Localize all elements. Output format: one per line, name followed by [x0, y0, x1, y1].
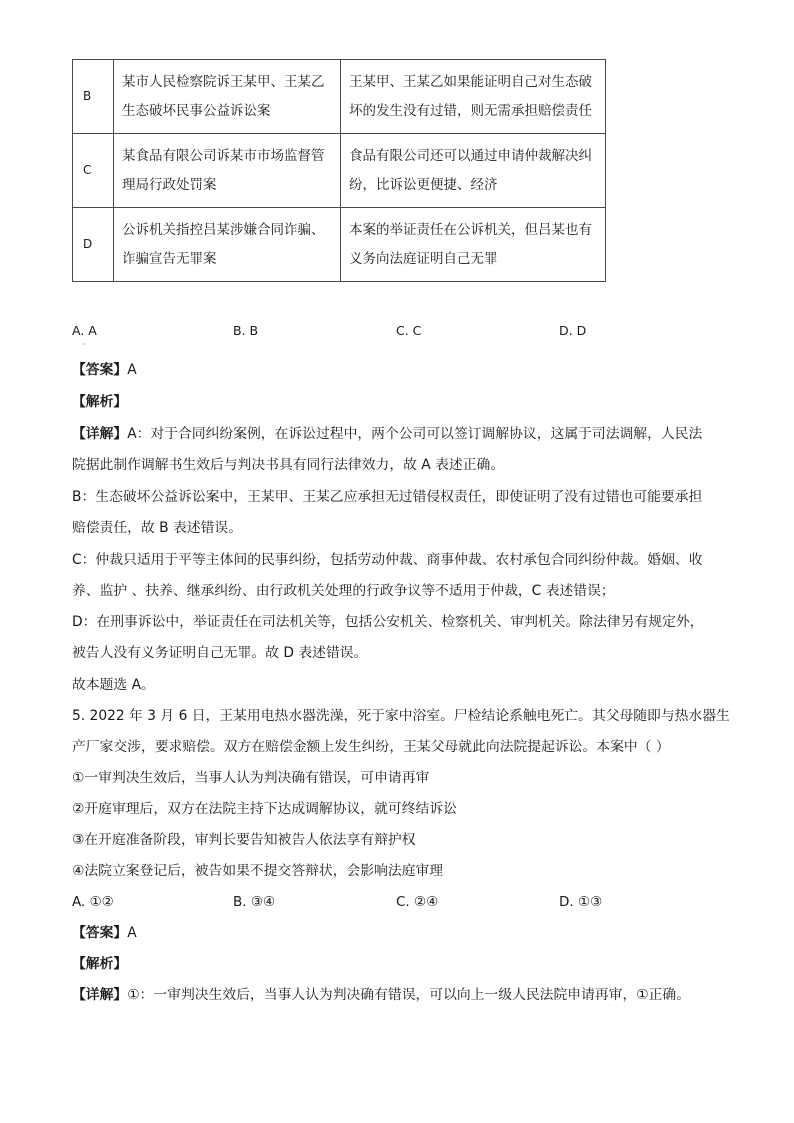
q4-choice-d: D. D	[559, 323, 587, 338]
q5-choice-a: A. ①②	[72, 894, 114, 910]
q5-choice-c: C. ②④	[396, 894, 439, 910]
q5-answer: 【答案】A	[72, 925, 137, 941]
table-row	[73, 208, 606, 282]
q4-choice-c: C. C	[396, 323, 422, 338]
q5-statement: ④法院立案登记后，被告如果不提交答辩状，会影响法庭审理	[72, 863, 444, 879]
q4-choice-a: A. A	[72, 323, 97, 338]
note-cell: 食品有限公司还可以通过申请仲裁解决纠 纷，比诉讼更便捷、经济	[341, 134, 606, 208]
q5-choice-b: B. ③④	[233, 894, 276, 910]
table-row	[73, 134, 606, 208]
q5-choice-d: D. ①③	[559, 894, 603, 910]
q4-detail-line: 【详解】A：对于合同纠纷案例，在诉讼过程中，两个公司可以签订调解协议，这属于司法调解，人民法	[72, 426, 703, 442]
q4-conclusion: 故本题选 A。	[72, 677, 155, 693]
q4-detail-line: 院据此制作调解书生效后与判决书具有同行法律效力，故 A 表述正确。	[72, 457, 505, 473]
case-table	[72, 59, 606, 282]
case-cell: 某市人民检察院诉王某甲、王某乙 生态破坏民事公益诉讼案	[114, 60, 341, 134]
case-cell: 公诉机关指控吕某涉嫌合同诈骗、 诈骗宣告无罪案	[114, 208, 341, 282]
q4-detail-line: 赔偿责任，故 B 表述错误。	[72, 520, 243, 536]
q4-detail-line: C：仲裁只适用于平等主体间的民事纠纷，包括劳动仲裁、商事仲裁、农村承包合同纠纷仲裁。婚姻、收	[72, 552, 703, 568]
case-cell: 某食品有限公司诉某市市场监督管 理局行政处罚案	[114, 134, 341, 208]
q5-statement: ②开庭审理后，双方在法院主持下达成调解协议，就可终结诉讼	[72, 801, 457, 817]
option-label: B	[73, 60, 114, 134]
q4-answer: 【答案】A	[72, 362, 137, 378]
q4-detail-line: 被告人没有义务证明自己无罪。故 D 表述错误。	[72, 645, 368, 661]
option-label: C	[73, 134, 114, 208]
q5-stem-line: 5. 2022 年 3 月 6 日，王某用电热水器洗澡，死于家中浴室。尸检结论系触电死亡。其父母随即与热水器生	[72, 708, 730, 724]
q5-analysis-heading: 【解析】	[72, 956, 128, 972]
q4-detail-line: 养、监护 、扶养、继承纠纷、由行政机关处理的行政争议等不适用于仲裁，C 表述错误；	[72, 583, 615, 599]
q5-detail-line: 【详解】①：一审判决生效后，当事人认为判决确有错误，可以向上一级人民法院申请再审，①正确。	[72, 987, 691, 1003]
option-label: D	[73, 208, 114, 282]
q4-analysis-heading: 【解析】	[72, 394, 128, 410]
q5-statement: ①一审判决生效后，当事人认为判决确有错误，可申请再审	[72, 770, 430, 786]
q5-stem-line: 产厂家交涉，要求赔偿。双方在赔偿金额上发生纠纷，王某父母就此向法院提起诉讼。本案中（ ）	[72, 739, 670, 755]
note-cell: 本案的举证责任在公诉机关，但吕某也有 义务向法庭证明自己无罪	[341, 208, 606, 282]
note-cell: 王某甲、王某乙如果能证明自己对生态破 坏的发生没有过错，则无需承担赔偿责任	[341, 60, 606, 134]
q4-choice-b: B. B	[233, 323, 259, 338]
q4-detail-line: B：生态破坏公益诉讼案中，王某甲、王某乙应承担无过错侵权责任，即使证明了没有过错也可能要承担	[72, 489, 703, 505]
q4-detail-line: D：在刑事诉讼中，举证责任在司法机关等，包括公安机关、检察机关、审判机关。除法律另有规定外，	[72, 614, 704, 630]
table-row	[73, 60, 606, 134]
q5-statement: ③在开庭准备阶段，审判长要告知被告人依法享有辩护权	[72, 832, 416, 848]
dot-mark: ·	[83, 340, 86, 349]
